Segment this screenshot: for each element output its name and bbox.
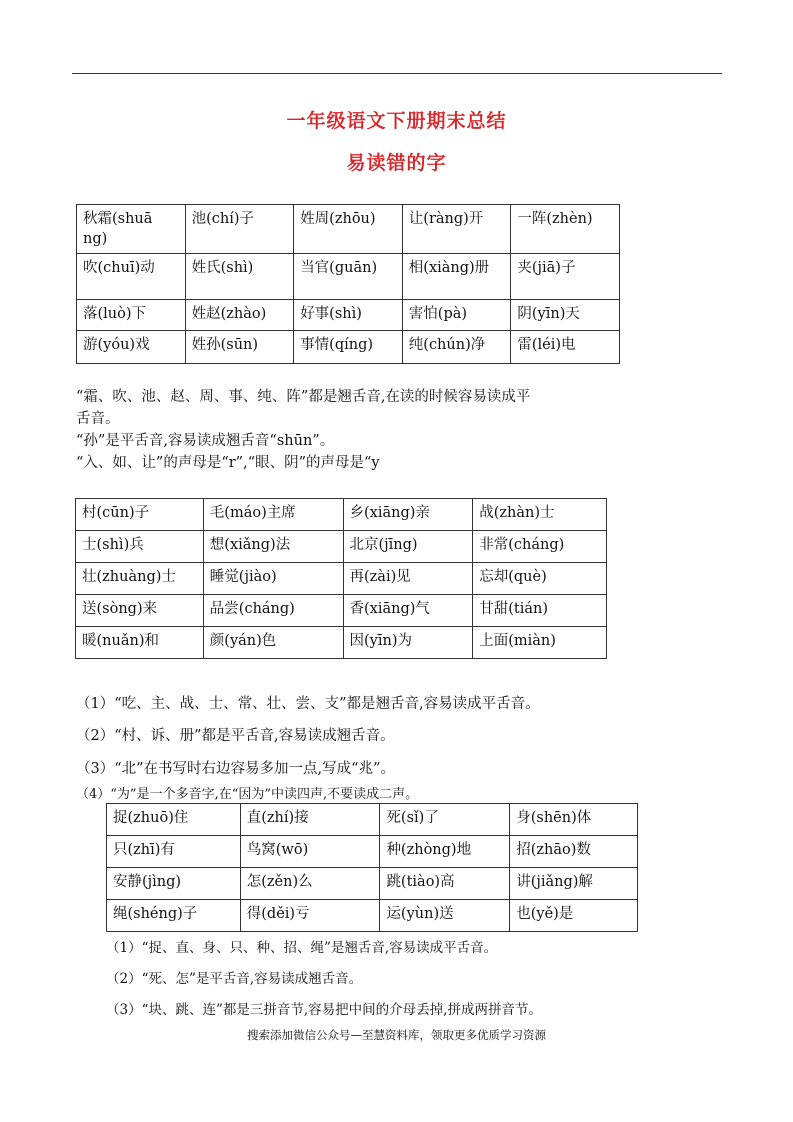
- table-cell: 颜(yán)色: [203, 627, 343, 659]
- table-cell: 壮(zhuàng)士: [76, 563, 204, 595]
- table-cell: 暖(nuǎn)和: [76, 627, 204, 659]
- table-cell: 姓周(zhōu): [294, 205, 403, 254]
- table-row: [76, 531, 607, 563]
- section1-line4: “入、如、让”的声母是“r”,“眼、阴”的声母是“y: [76, 455, 380, 471]
- table-cell: 香(xiāng)气: [343, 595, 473, 627]
- table-row: [76, 627, 607, 659]
- table-cell: 忘却(què): [473, 563, 607, 595]
- table-row: [76, 595, 607, 627]
- table-cell: 因(yīn)为: [343, 627, 473, 659]
- table-cell: 相(xiàng)册: [402, 254, 511, 300]
- section1-line3: “孙”是平舌音,容易读成翘舌音“shūn”。: [76, 433, 335, 449]
- table-cell: 落(luò)下: [77, 300, 186, 331]
- table-cell: 讲(jiǎng)解: [510, 868, 638, 900]
- table-cell: 游(yóu)戏: [77, 331, 186, 364]
- table-cell: 池(chí)子: [185, 205, 294, 254]
- page-footer: 搜索添加微信公众号—至慧资料库，领取更多优质学习资源: [247, 1028, 546, 1042]
- section3-note2: （2）“死、怎”是平舌音,容易读成翘舌音。: [106, 971, 363, 987]
- table-row: [107, 868, 638, 900]
- table-cell: 运(yùn)送: [380, 900, 510, 932]
- table-cell: 害怕(pà): [402, 300, 511, 331]
- table-row: [76, 563, 607, 595]
- table-cell: 姓氏(shì): [185, 254, 294, 300]
- table-cell: 再(zài)见: [343, 563, 473, 595]
- header-rule: [72, 73, 722, 74]
- table-cell: 得(děi)亏: [240, 900, 380, 932]
- table-cell: 士(shì)兵: [76, 531, 204, 563]
- table-cell: 甘甜(tián): [473, 595, 607, 627]
- table-cell: 死(sǐ)了: [380, 804, 510, 836]
- table-cell: 非常(cháng): [473, 531, 607, 563]
- table-cell: 送(sòng)来: [76, 595, 204, 627]
- table-cell: 毛(máo)主席: [203, 499, 343, 531]
- table-cell: 好事(shì): [294, 300, 403, 331]
- table-cell: 村(cūn)子: [76, 499, 204, 531]
- table-cell: 绳(shéng)子: [107, 900, 241, 932]
- table-cell: 怎(zěn)么: [240, 868, 380, 900]
- table-cell: 雷(léi)电: [511, 331, 620, 364]
- table-cell: 安静(jìng): [107, 868, 241, 900]
- section1-line2: 舌音。: [76, 411, 120, 427]
- table-cell: 一阵(zhèn): [511, 205, 620, 254]
- section2-note4: （4）“为”是一个多音字,在“因为”中读四声,不要读成二声。: [76, 787, 419, 802]
- table-cell: 睡觉(jiào): [203, 563, 343, 595]
- table-cell: 只(zhī)有: [107, 836, 241, 868]
- table-cell: 纯(chún)净: [402, 331, 511, 364]
- section3-note3: （3）“块、跳、连”都是三拼音节,容易把中间的介母丢掉,拼成两拼音节。: [106, 1002, 542, 1018]
- table-row: [77, 254, 620, 300]
- table-cell: 姓赵(zhào): [185, 300, 294, 331]
- table-cell: 乡(xiāng)亲: [343, 499, 473, 531]
- table-cell: 鸟窝(wō): [240, 836, 380, 868]
- section3-note1: （1）“捉、直、身、只、种、招、绳”是翘舌音,容易读成平舌音。: [106, 940, 498, 956]
- table-row: [77, 205, 620, 254]
- table-cell: 阴(yīn)天: [511, 300, 620, 331]
- table-cell: 也(yě)是: [510, 900, 638, 932]
- table-cell: 品尝(cháng): [203, 595, 343, 627]
- table-row: [77, 300, 620, 331]
- table-cell: 战(zhàn)士: [473, 499, 607, 531]
- table-cell: 招(zhāo)数: [510, 836, 638, 868]
- section1-line1: “霜、吹、池、赵、周、事、纯、阵”都是翘舌音,在读的时候容易读成平: [76, 389, 531, 405]
- table-cell: 种(zhòng)地: [380, 836, 510, 868]
- table-cell: 想(xiǎng)法: [203, 531, 343, 563]
- section2-note1: （1）“吃、主、战、士、常、壮、尝、支”都是翘舌音,容易读成平舌音。: [76, 696, 540, 712]
- table-easily-misread-1: [76, 204, 620, 364]
- table-cell: 捉(zhuō)住: [107, 804, 241, 836]
- table-easily-misread-2: [75, 498, 607, 659]
- table-cell: 让(ràng)开: [402, 205, 511, 254]
- table-cell: 姓孙(sūn): [185, 331, 294, 364]
- page-title: 一年级语文下册期末总结: [286, 110, 507, 132]
- table-cell: 当官(guān): [294, 254, 403, 300]
- table-row: [107, 804, 638, 836]
- table-row: [77, 331, 620, 364]
- section2-note3: （3）“北”在书写时右边容易多加一点,写成“兆”。: [76, 761, 395, 777]
- table-cell: 秋霜(shuā ng): [77, 205, 186, 254]
- table-cell: 北京(jīng): [343, 531, 473, 563]
- table-row: [107, 836, 638, 868]
- table-easily-misread-3: [106, 803, 638, 932]
- table-cell: 跳(tiào)高: [380, 868, 510, 900]
- table-cell: 直(zhí)接: [240, 804, 380, 836]
- table-row: [107, 900, 638, 932]
- table-cell: 吹(chuī)动: [77, 254, 186, 300]
- page-subtitle: 易读错的字: [346, 152, 447, 174]
- table-cell: 上面(miàn): [473, 627, 607, 659]
- table-cell: 事情(qíng): [294, 331, 403, 364]
- table-cell: 身(shēn)体: [510, 804, 638, 836]
- table-cell: 夹(jiā)子: [511, 254, 620, 300]
- section2-note2: （2）“村、诉、册”都是平舌音,容易读成翘舌音。: [76, 728, 395, 744]
- table-row: [76, 499, 607, 531]
